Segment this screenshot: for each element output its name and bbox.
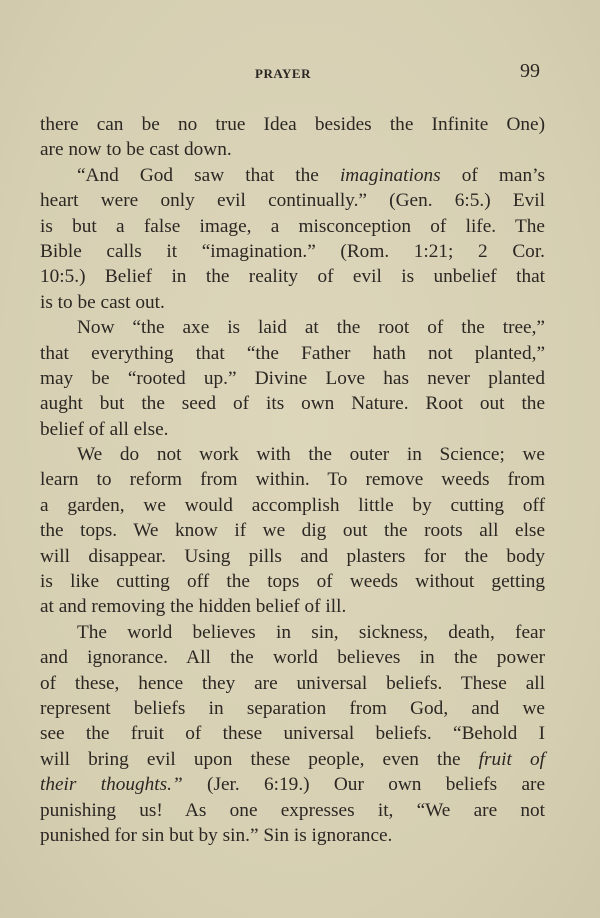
text-line	[40, 798, 545, 823]
text-segment: a garden, we would accomplish little by cutting off	[40, 494, 545, 516]
text-line	[40, 341, 545, 366]
text-segment: there can be no true Idea besides the Infinite One)	[40, 114, 545, 135]
text-segment: of man’s	[440, 164, 545, 186]
text-segment: We do not work with the outer in Science; we	[77, 444, 545, 466]
text-segment: are now to be cast down.	[40, 139, 232, 161]
text-segment: is to be cast out.	[40, 291, 165, 313]
text-line	[40, 163, 545, 188]
text-line	[40, 417, 545, 442]
text-line	[40, 290, 545, 315]
text-line	[40, 772, 545, 797]
text-segment: is but a false image, a misconception of life. The	[40, 215, 545, 237]
text-segment: of these, hence they are universal beliefs. These all	[40, 672, 545, 694]
running-header	[0, 60, 600, 90]
text-segment: heart were only evil continually.” (Gen. 6:5.) Evil	[40, 190, 545, 212]
italic-text: imaginations	[339, 164, 441, 186]
text-line	[40, 366, 545, 391]
text-segment: that everything that “the Father hath not planted,”	[40, 342, 545, 364]
italic-text: fruit of	[478, 748, 545, 770]
text-segment: punished for sin but by sin.” Sin is ignorance.	[40, 824, 393, 846]
text-line	[40, 467, 545, 492]
text-segment: learn to reform from within. To remove weeds from	[40, 469, 545, 491]
text-line	[40, 620, 545, 645]
text-segment: belief of all else.	[40, 418, 169, 440]
text-segment: represent beliefs in separation from God, and we	[40, 697, 545, 719]
text-segment: at and removing the hidden belief of ill.	[40, 596, 347, 618]
page-number: 99	[520, 60, 540, 82]
text-segment: is like cutting off the tops of weeds without getting	[40, 571, 545, 593]
text-line	[40, 645, 545, 670]
text-segment: punishing us! As one expresses it, “We are not	[40, 799, 545, 821]
text-line	[40, 696, 545, 721]
text-line	[40, 721, 545, 746]
text-line	[40, 214, 545, 239]
text-segment: Bible calls it “imagination.” (Rom. 1:21; 2 Cor.	[40, 240, 545, 262]
text-line	[40, 391, 545, 416]
chapter-title: PRAYER	[255, 66, 311, 81]
text-segment: the tops. We know if we dig out the roots all else	[40, 520, 545, 542]
text-segment: (Jer. 6:19.) Our own beliefs are	[182, 774, 545, 796]
text-segment: aught but the seed of its own Nature. Root out the	[40, 393, 545, 415]
text-line	[40, 823, 545, 848]
italic-text: their thoughts.”	[40, 774, 183, 796]
text-line	[40, 442, 545, 467]
text-line	[40, 518, 545, 543]
text-line	[40, 137, 545, 162]
text-line	[40, 264, 545, 289]
text-line	[40, 493, 545, 518]
text-line	[40, 315, 545, 340]
text-line	[40, 671, 545, 696]
text-line	[40, 594, 545, 619]
text-segment: The world believes in sin, sickness, death, fear	[77, 621, 545, 643]
text-line	[40, 188, 545, 213]
text-segment: will disappear. Using pills and plasters for the body	[40, 545, 545, 567]
text-segment: and ignorance. All the world believes in the power	[40, 647, 545, 669]
text-segment: 10:5.) Belief in the reality of evil is unbelief that	[40, 266, 545, 288]
text-line	[40, 239, 545, 264]
text-segment: “And God saw that the	[77, 164, 340, 186]
text-line	[40, 569, 545, 594]
text-segment: may be “rooted up.” Divine Love has never planted	[40, 367, 545, 389]
text-line	[40, 544, 545, 569]
text-line	[40, 747, 545, 772]
text-segment: see the fruit of these universal beliefs. “Behold I	[40, 723, 545, 745]
text-segment: will bring evil upon these people, even the	[40, 748, 479, 770]
text-segment: Now “the axe is laid at the root of the tree,”	[77, 317, 545, 339]
text-line	[40, 112, 545, 137]
body-text	[40, 112, 545, 848]
